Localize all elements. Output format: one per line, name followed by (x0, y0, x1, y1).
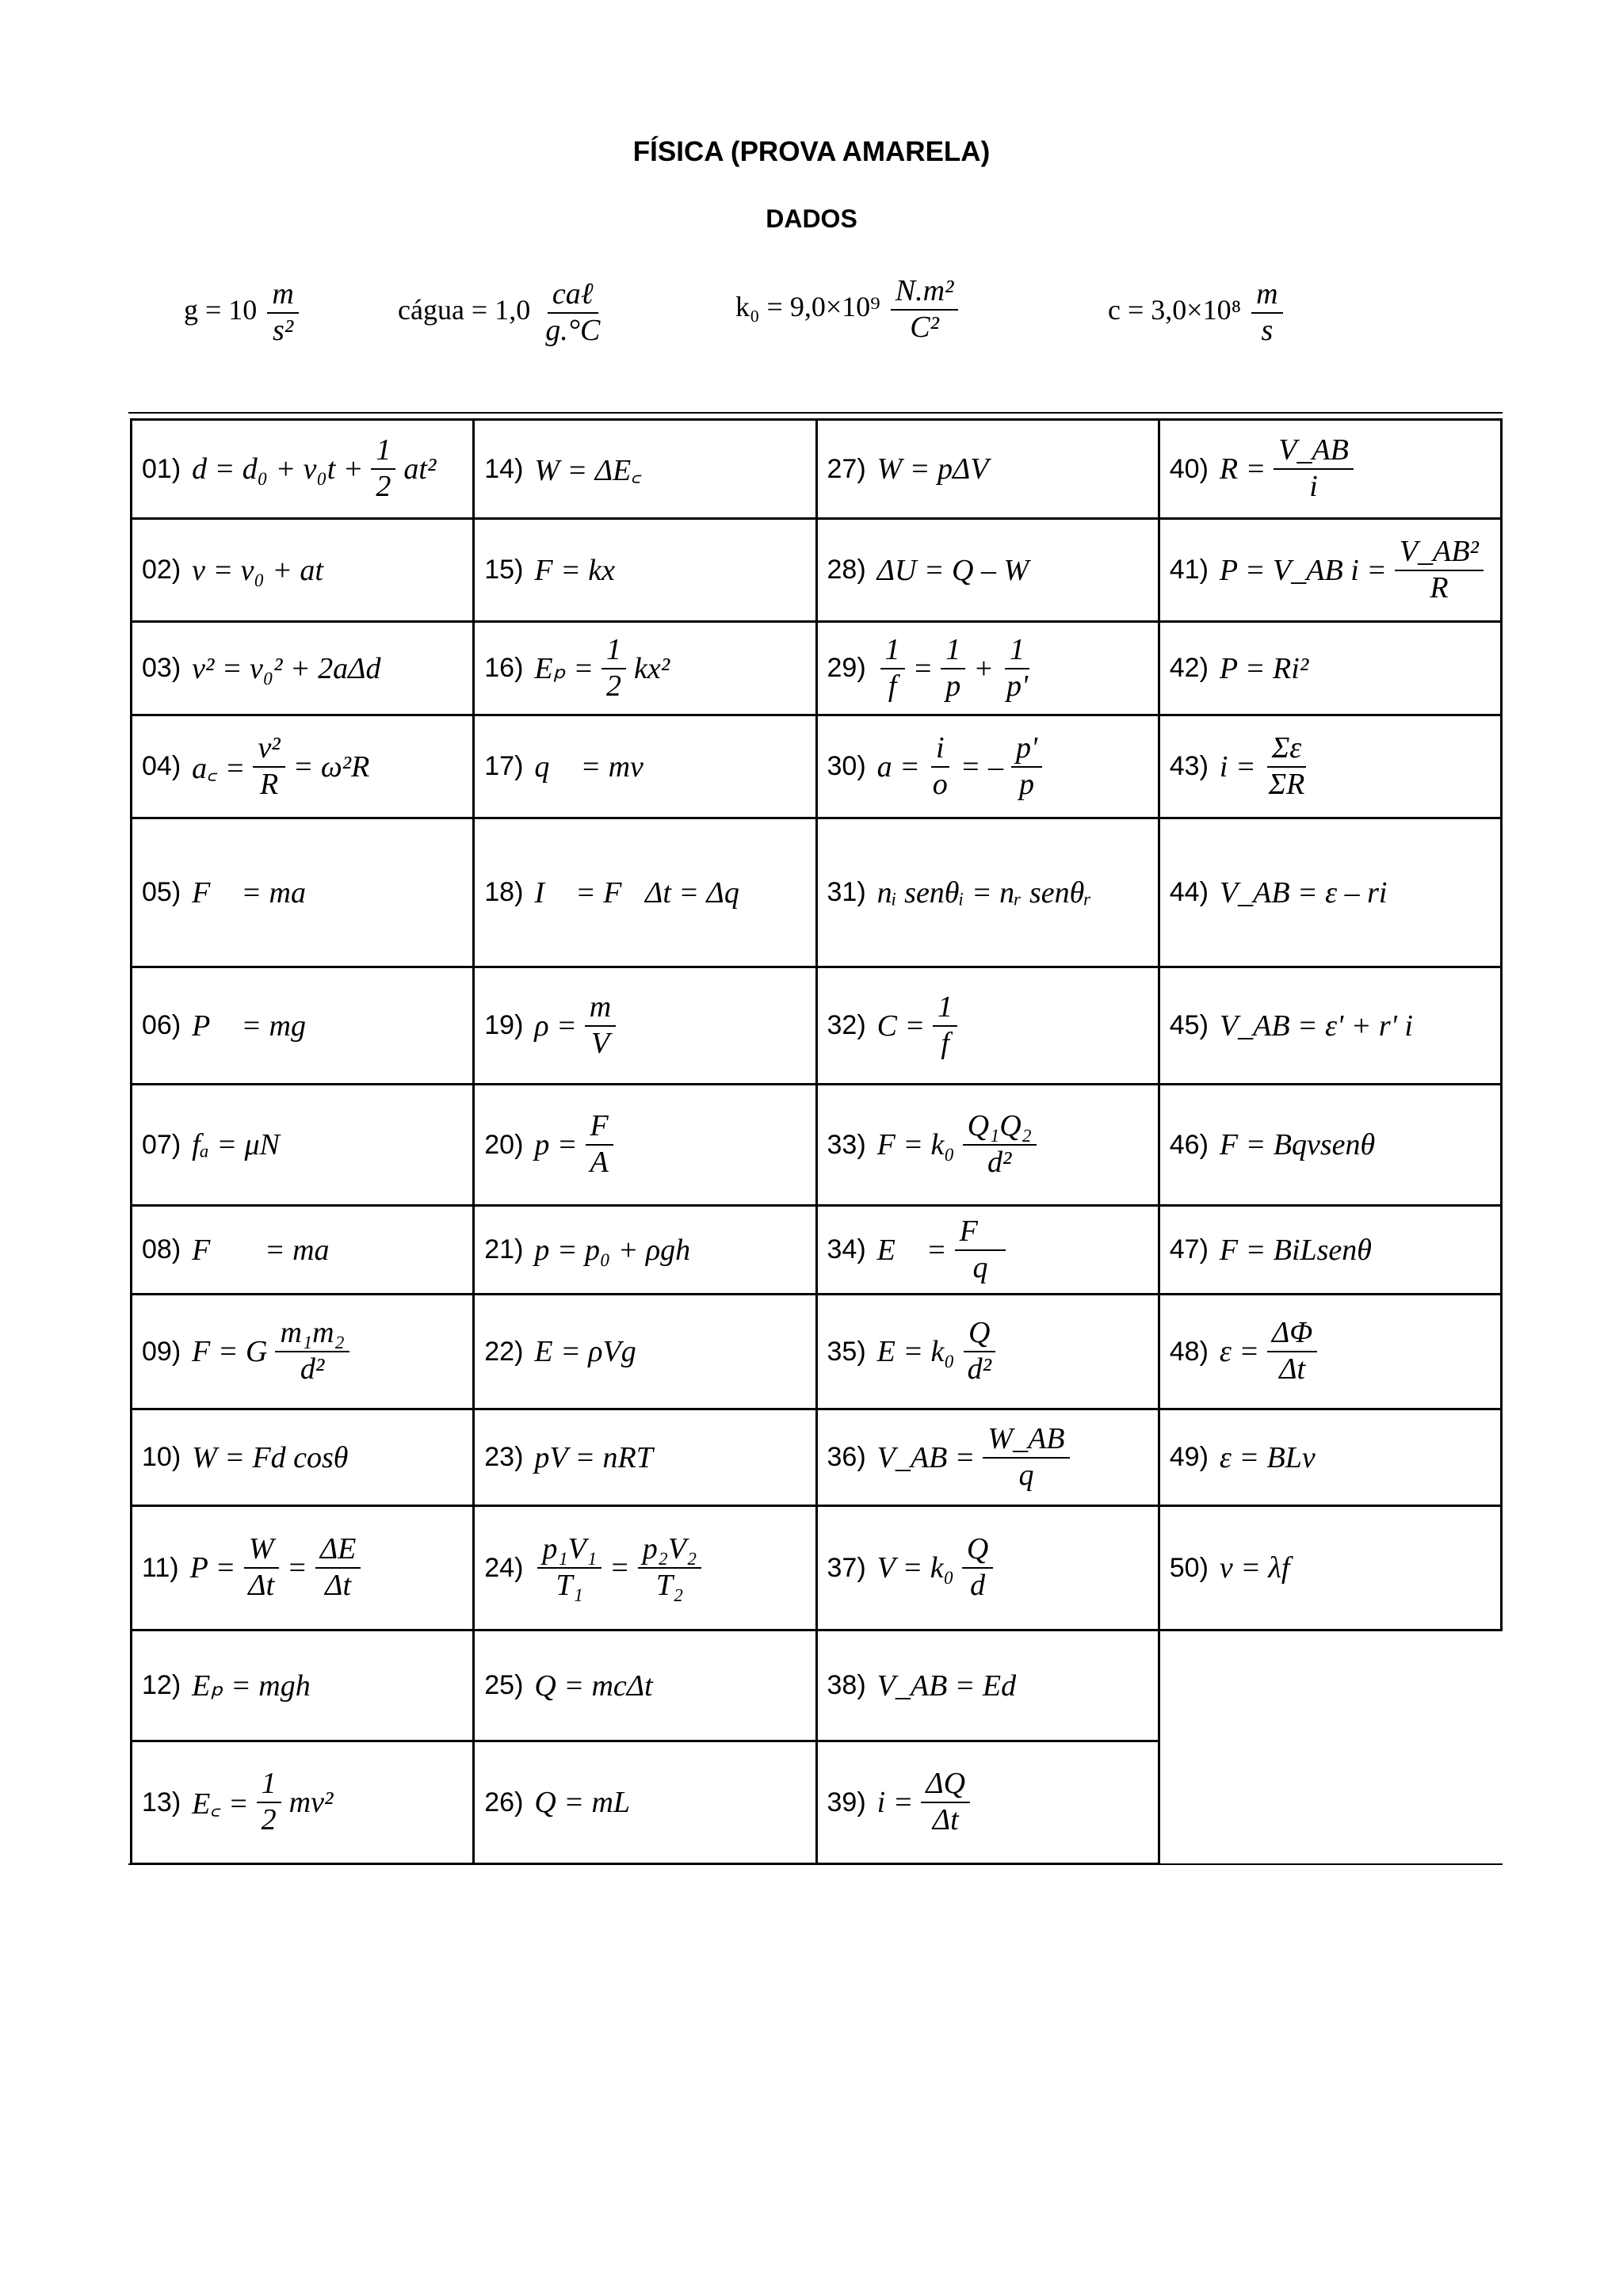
formula-expression: i = (876, 1786, 914, 1819)
formula-cell (132, 420, 474, 519)
formula-number: 01) (142, 453, 181, 484)
formula-number: 37) (827, 1552, 866, 1583)
table-row (132, 1630, 1502, 1741)
formula (142, 1233, 463, 1268)
constant-c-agua-value: cágua = 1,0 (398, 293, 531, 326)
formula-cell (474, 1085, 816, 1206)
formula-fraction: $\frac{1}{p}$ (941, 633, 965, 704)
formula-expression-rest: = (609, 1551, 630, 1585)
formula-cell (1159, 1085, 1501, 1206)
formula-expression-rest: = ω²R (292, 749, 370, 784)
formula-expression: v = λf (1219, 1551, 1290, 1585)
formula (1170, 1550, 1491, 1585)
formula-number: 23) (484, 1442, 524, 1472)
formula-expression: fₐ = μN (192, 1128, 280, 1161)
formula-number: 04) (142, 751, 181, 781)
formula-expression: nᵢ senθᵢ = nᵣ senθᵣ (876, 875, 1092, 910)
page-title: FÍSICA (PROVA AMARELA) (632, 136, 991, 167)
formula-expression: E꜀ = (192, 1787, 249, 1821)
formula-cell (816, 1741, 1159, 1864)
formula-cell (132, 1206, 474, 1295)
formula-fraction: $\frac{\text{V\_AB²}}{R}$ (1395, 535, 1484, 605)
formula-expression: Q = mcΔt (534, 1669, 653, 1703)
formula (484, 1233, 805, 1268)
formula-number: 14) (484, 453, 524, 484)
formula-number: 03) (142, 653, 181, 683)
formula-number: 50) (1169, 1552, 1209, 1583)
constant-g (184, 277, 302, 348)
constant-c-agua-unit: $\frac{\text{caℓ}}{g.^\circ C}$ (545, 277, 601, 347)
formula-cell (1159, 420, 1501, 519)
formula-number: 49) (1169, 1442, 1209, 1472)
formula-number: 28) (827, 555, 866, 585)
formula-expression: C = (876, 1009, 926, 1043)
formula-number: 17) (484, 751, 524, 781)
formula-cell (132, 715, 474, 818)
formula-cell (816, 420, 1159, 519)
constant-c (1108, 277, 1286, 348)
formula-fraction: $\frac{W\_AB}{q}$ (983, 1422, 1069, 1493)
formula-cell (816, 967, 1159, 1085)
formula-cell (1159, 1295, 1501, 1409)
constant-c-unit: $\frac{m}{s}$ (1251, 277, 1282, 348)
formula-cell (474, 1741, 816, 1864)
formula-fraction: $\frac{1}{2}$ (371, 433, 395, 504)
table-row (132, 1295, 1502, 1409)
formula (142, 1767, 463, 1837)
formula-cell (132, 1295, 474, 1409)
formula (484, 1334, 805, 1369)
formula (484, 1785, 805, 1820)
formula-expression-rest: + (973, 651, 994, 685)
formula (827, 1669, 1148, 1703)
formula-expression: d = d₀ + v₀t + (192, 452, 364, 486)
formula-number: 32) (827, 1010, 866, 1040)
formula-cell (1159, 1409, 1501, 1506)
formula-cell (132, 967, 474, 1085)
formula-cell (816, 1630, 1159, 1741)
formula (827, 1422, 1148, 1493)
formula-fraction: $\frac{\text{p₂V₂}}{\text{T₂}}$ (638, 1532, 702, 1603)
formula (142, 1532, 463, 1603)
formula-number: 41) (1169, 555, 1209, 585)
formula-expression: Q = mL (534, 1786, 631, 1819)
formula-number: 09) (142, 1336, 181, 1367)
table-row (132, 1409, 1502, 1506)
formula (1170, 433, 1491, 504)
formula-expression: E⃗ = (876, 1233, 947, 1267)
formula-cell (132, 519, 474, 622)
formula-number: 06) (142, 1010, 181, 1040)
formula-expression: pV = nRT (534, 1440, 653, 1474)
formula-cell (816, 1085, 1159, 1206)
formula-fraction: $\frac{\Delta\Phi}{\Delta t}$ (1267, 1316, 1317, 1386)
top-divider (128, 412, 1503, 414)
formula-number: 38) (827, 1670, 866, 1700)
formula (142, 1316, 463, 1386)
formula (1170, 535, 1491, 605)
formula-fraction: $\frac{1}{2}$ (601, 633, 626, 704)
formula-cell (474, 1506, 816, 1630)
formula-cell (132, 1630, 474, 1741)
formula-expression-rest: at² (403, 452, 437, 486)
formula (484, 1669, 805, 1703)
formula (484, 875, 805, 910)
formula-expression: I⃗ = F⃗Δt = Δq⃗ (534, 875, 763, 910)
formula-expression: V_AB = ε' + r' i (1219, 1009, 1413, 1043)
formula-expression: F = kx (534, 553, 615, 587)
formula-number: 05) (142, 877, 181, 907)
formula-cell (132, 818, 474, 967)
formula-fraction: $\frac{Q}{\text{d²}}$ (963, 1316, 996, 1386)
formula (827, 1532, 1148, 1603)
formula-expression: F = k₀ (876, 1128, 955, 1161)
formula-number: 12) (142, 1670, 181, 1700)
formula (484, 553, 805, 588)
formula-number: 35) (827, 1336, 866, 1367)
formula (142, 651, 463, 686)
formula-expression: ε = BLv (1219, 1440, 1316, 1474)
formula-number: 33) (827, 1129, 866, 1160)
formula-cell (1159, 818, 1501, 967)
table-row (132, 715, 1502, 818)
formula-number: 16) (484, 653, 524, 683)
formula-number: 18) (484, 877, 524, 907)
formula (142, 1009, 463, 1043)
formula-expression: W = pΔV (876, 452, 989, 486)
formula-cell (1159, 622, 1501, 715)
formula-cell (474, 420, 816, 519)
formula-number: 47) (1169, 1234, 1209, 1264)
formula-cell (132, 1409, 474, 1506)
formula (142, 731, 463, 802)
formula-fraction: $\frac{Q}{d}$ (962, 1532, 993, 1603)
formula-number: 39) (827, 1787, 866, 1817)
formula-number: 27) (827, 453, 866, 484)
formula-fraction: $\frac{1}{f}$ (880, 633, 905, 704)
formula (1170, 731, 1491, 802)
formula-cell (474, 519, 816, 622)
formula-cell (474, 1630, 816, 1741)
formula-cell (816, 519, 1159, 622)
formula-number: 02) (142, 555, 181, 585)
formula-expression: p = p₀ + ρgh (534, 1233, 691, 1267)
formula-number: 20) (484, 1129, 524, 1160)
formula-cell (474, 1206, 816, 1295)
formula (484, 633, 805, 704)
formula (827, 633, 1148, 704)
formula (484, 448, 805, 490)
formula (1170, 1316, 1491, 1386)
formula-expression: F = BiLsenθ (1219, 1233, 1372, 1267)
formula-expression: i = (1219, 749, 1256, 784)
formula-expression-rest: = (287, 1551, 307, 1585)
formula-fraction: $\frac{\text{v²}}{R}$ (253, 731, 285, 802)
formula (484, 990, 805, 1061)
formula (484, 1109, 805, 1180)
formula-number: 36) (827, 1442, 866, 1472)
formula (827, 1109, 1148, 1180)
formula-number: 08) (142, 1234, 181, 1264)
table-row (132, 967, 1502, 1085)
formula-fraction: $\frac{\Delta E}{\Delta t}$ (315, 1532, 361, 1603)
formula (827, 875, 1148, 910)
constant-k0 (735, 274, 961, 345)
formula-expression-rest: = – (960, 749, 1003, 784)
formula-expression: P⃗ = mg⃗ (192, 1009, 330, 1043)
formula-number: 31) (827, 877, 866, 907)
formula-expression: Eₚ = (534, 652, 594, 685)
formula-cell (816, 1506, 1159, 1630)
formula (1170, 1233, 1491, 1268)
formula-number: 15) (484, 555, 524, 585)
formula-expression: E = k₀ (876, 1335, 955, 1368)
formula (827, 1767, 1148, 1837)
table-row (132, 519, 1502, 622)
formula-cell (816, 1295, 1159, 1409)
formula-cell (1159, 1206, 1501, 1295)
constant-g-value: g = 10 (184, 293, 258, 326)
formula-number: 13) (142, 1787, 181, 1817)
table-row (132, 420, 1502, 519)
formula-fraction: $\frac{\text{p₁V₁}}{\text{T₁}}$ (537, 1532, 601, 1603)
formula-cell (132, 1741, 474, 1864)
formula-cell (474, 1295, 816, 1409)
formula-expression: Eₚ = mgh (192, 1669, 311, 1703)
constant-k0-value: k₀ = 9,0×10⁹ (735, 290, 880, 322)
formula-expression: ρ = (534, 1009, 577, 1043)
formula-expression: F⃗ = ma⃗ (192, 875, 330, 910)
formula-cell (816, 622, 1159, 715)
formula-number: 46) (1169, 1129, 1209, 1160)
formula (484, 1532, 805, 1603)
formula-cell (474, 967, 816, 1085)
formula-number: 07) (142, 1129, 181, 1160)
formula-cell (816, 1206, 1159, 1295)
formula-number: 10) (142, 1442, 181, 1472)
formula-expression: W = ΔE꜀ (534, 454, 642, 487)
page-subtitle: DADOS (766, 204, 857, 233)
formula-number: 25) (484, 1670, 524, 1700)
formula-expression: q⃗ = mv⃗ (534, 749, 667, 784)
formula-cell (816, 1409, 1159, 1506)
formula (142, 1127, 463, 1162)
formula-expression: ΔU = Q – W (876, 553, 1029, 587)
formula (1170, 875, 1491, 910)
formula-number: 43) (1169, 751, 1209, 781)
table-row (132, 818, 1502, 967)
table-row (132, 1206, 1502, 1295)
formula-number: 34) (827, 1234, 866, 1264)
table-row (132, 1741, 1502, 1864)
constant-c-value: c = 3,0×10⁸ (1108, 293, 1242, 326)
formula-fraction: $\frac{\text{Q₁Q₂}}{\text{d²}}$ (963, 1109, 1037, 1180)
formula-cell (474, 715, 816, 818)
formula-expression: ε = (1219, 1335, 1260, 1368)
formula-number: 44) (1169, 877, 1209, 907)
formula-expression: P = Ri² (1219, 651, 1309, 685)
formula-fraction: $\frac{1}{p'}$ (1006, 632, 1029, 703)
formula-expression-rest: = (912, 651, 934, 685)
formula-cell (1159, 519, 1501, 622)
formula (484, 749, 805, 784)
formula (827, 553, 1148, 588)
formula-expression: E = ρVg (534, 1335, 636, 1368)
formula-number: 22) (484, 1336, 524, 1367)
formula-cell (132, 1085, 474, 1206)
formula-number: 19) (484, 1010, 524, 1040)
formula-fraction: $\frac{m}{V}$ (585, 990, 616, 1061)
formula-cell (1159, 1506, 1501, 1630)
formula-number: 29) (827, 653, 866, 683)
formula-cell (1159, 967, 1501, 1085)
formula-cell (816, 818, 1159, 967)
formula-cell (132, 1506, 474, 1630)
formula-number: 26) (484, 1787, 524, 1817)
formula-number: 45) (1169, 1010, 1209, 1040)
formula-cell (132, 622, 474, 715)
formula-cell (474, 1409, 816, 1506)
formula-expression: P = V_AB i = (1219, 553, 1387, 587)
formula-fraction: $\frac{1}{2}$ (257, 1767, 281, 1837)
formula-number: 40) (1169, 453, 1209, 484)
formula-cell (474, 818, 816, 967)
formula-fraction: $\frac{p'}{p}$ (1011, 731, 1042, 802)
formula-fraction: $\frac{\Delta Q}{\Delta t}$ (921, 1767, 970, 1837)
formula (827, 452, 1148, 486)
formula-expression: F = Bqvsenθ (1219, 1128, 1376, 1161)
formula (1170, 1009, 1491, 1043)
formula-fraction: $\frac{\text{m₁m₂}}{\text{d²}}$ (275, 1316, 349, 1386)
formula-fraction: $\frac{V\_AB}{i}$ (1274, 433, 1354, 504)
formula-fraction: $\frac{\Sigma\varepsilon}{\Sigma R}$ (1268, 730, 1305, 801)
formula (827, 1215, 1148, 1285)
formula (1170, 651, 1491, 686)
formula-number: 42) (1169, 653, 1209, 683)
formula (827, 1316, 1148, 1386)
formula-expression-rest: kx² (634, 651, 670, 685)
formula-number: 21) (484, 1234, 524, 1264)
formula-table (130, 418, 1503, 1865)
formula-fraction: $\frac{i}{o}$ (932, 730, 948, 801)
formula-expression: W = Fd cosθ (192, 1440, 349, 1474)
formula-expression: P = (189, 1551, 236, 1585)
bottom-divider (128, 1863, 1503, 1865)
formula-fraction: $\frac{W}{\Delta t}$ (243, 1532, 279, 1603)
formula-expression: v² = v₀² + 2aΔd (192, 651, 381, 685)
formula-expression: p = (534, 1128, 578, 1161)
constant-k0-unit: $\frac{\text{N.m²}}{\text{C²}}$ (891, 274, 959, 345)
formula (827, 731, 1148, 802)
formula (484, 1440, 805, 1475)
formula (827, 990, 1148, 1061)
table-row (132, 1085, 1502, 1206)
formula (1170, 1440, 1491, 1475)
formula-cell (816, 715, 1159, 818)
formula-expression: F⃗꜀ = ma⃗꜀ (192, 1233, 376, 1267)
formula-fraction: $\frac{1}{f}$ (933, 990, 957, 1061)
formula-fraction: $\frac{F}{A}$ (586, 1109, 613, 1180)
formula-expression: R = (1219, 452, 1266, 486)
formula-cell (1159, 715, 1501, 818)
formula-number: 30) (827, 751, 866, 781)
formula (1170, 1127, 1491, 1162)
formula-expression-rest: mv² (288, 1786, 334, 1819)
formula-expression: F = G (192, 1335, 268, 1368)
constant-c-agua (398, 277, 608, 348)
formula-expression: a꜀ = (192, 751, 246, 785)
formula-expression: V_AB = Ed (876, 1669, 1017, 1703)
formula-number: 24) (484, 1552, 524, 1583)
formula-cell (474, 622, 816, 715)
formula-expression: V_AB = (876, 1440, 976, 1474)
formula (142, 1440, 463, 1475)
table-row (132, 622, 1502, 715)
constant-g-unit: $\frac{m}{\text{s²}}$ (267, 277, 298, 348)
formula-fraction: $\frac{F⃗}{q}$ (955, 1215, 1006, 1285)
formula-expression: V = k₀ (876, 1551, 954, 1585)
formula (142, 433, 463, 504)
formula-expression: a = (876, 749, 920, 784)
formula-expression: V_AB = ε – ri (1219, 875, 1388, 910)
formula (142, 875, 463, 910)
table-row (132, 1506, 1502, 1630)
formula-expression: v = v₀ + at (192, 553, 323, 587)
formula (142, 1668, 463, 1703)
formula (142, 553, 463, 588)
formula-number: 48) (1169, 1336, 1209, 1367)
formula-number: 11) (142, 1552, 179, 1583)
